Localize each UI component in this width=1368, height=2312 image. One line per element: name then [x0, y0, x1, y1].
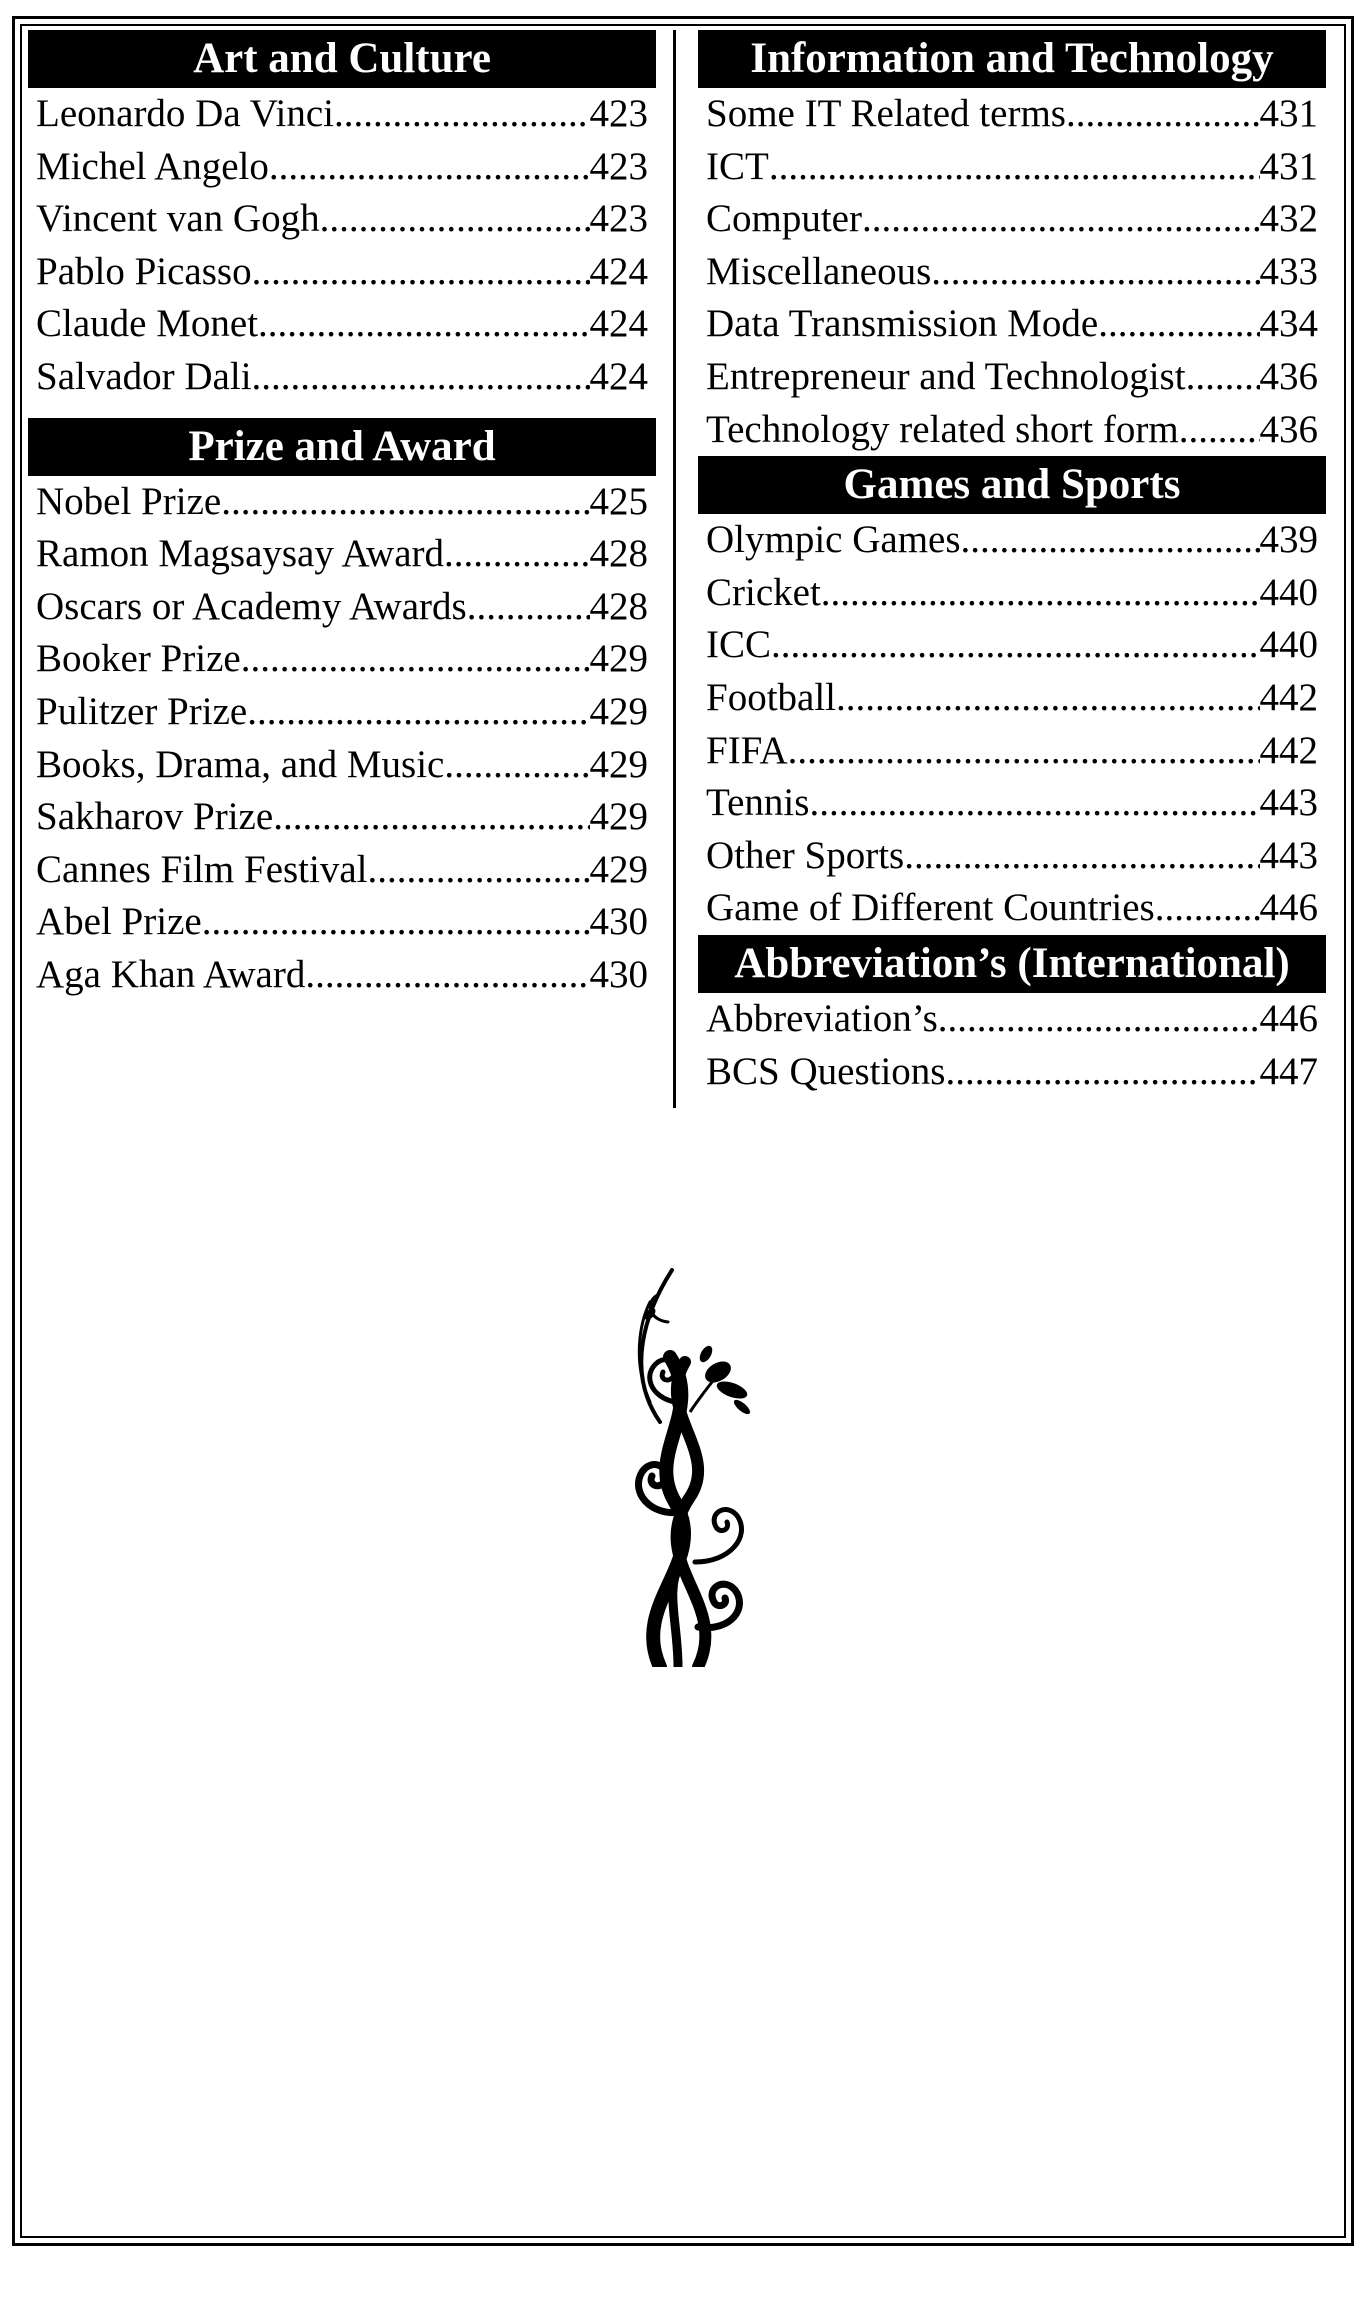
floral-vine-icon — [620, 1262, 760, 1667]
entry-page: 425 — [589, 479, 648, 523]
toc-entry[interactable] — [28, 896, 656, 949]
toc-entry[interactable] — [28, 141, 656, 194]
entry-page: 429 — [589, 637, 648, 681]
toc-entry[interactable] — [28, 686, 656, 739]
dot-leader — [938, 993, 1260, 1046]
entry-page: 447 — [1259, 1049, 1318, 1093]
entry-title: Cricket — [706, 570, 821, 614]
toc-entry[interactable] — [698, 351, 1326, 404]
entry-title: Cannes Film Festival — [36, 847, 368, 891]
dot-leader — [368, 844, 590, 897]
toc-section-prize-award — [28, 418, 656, 1002]
dot-leader — [444, 528, 589, 581]
entry-title: Football — [706, 675, 837, 719]
entry-title: Technology related short form — [706, 407, 1179, 451]
toc-entry[interactable] — [28, 791, 656, 844]
dot-leader — [771, 619, 1259, 672]
dot-leader — [252, 351, 590, 404]
toc-entry[interactable] — [698, 619, 1326, 672]
entry-page: 436 — [1259, 407, 1318, 451]
dot-leader — [1186, 351, 1260, 404]
entry-page: 439 — [1259, 518, 1318, 562]
toc-entry[interactable] — [28, 633, 656, 686]
entry-page: 430 — [589, 900, 648, 944]
entry-title: Vincent van Gogh — [36, 197, 320, 241]
entry-title: Books, Drama, and Music — [36, 742, 445, 786]
entry-title: Data Transmission Mode — [706, 302, 1099, 346]
entry-page: 424 — [589, 302, 648, 346]
toc-entry[interactable] — [28, 949, 656, 1002]
dot-leader — [961, 514, 1260, 567]
entry-page: 431 — [1259, 144, 1318, 188]
toc-entry[interactable] — [698, 672, 1326, 725]
dot-leader — [1155, 882, 1260, 935]
entry-page: 429 — [589, 847, 648, 891]
section-heading: Abbreviation’s (International) — [698, 935, 1326, 993]
entry-page: 428 — [589, 584, 648, 628]
toc-right-column — [698, 30, 1326, 1098]
dot-leader — [1179, 404, 1260, 457]
section-gap — [28, 404, 656, 418]
entry-page: 428 — [589, 532, 648, 576]
dot-leader — [269, 141, 590, 194]
entry-page: 431 — [1259, 92, 1318, 135]
dot-leader — [305, 949, 589, 1002]
toc-entry[interactable] — [28, 88, 656, 141]
section-heading: Prize and Award — [28, 418, 656, 476]
toc-entry[interactable] — [28, 581, 656, 634]
entry-title: ICT — [706, 144, 769, 188]
dot-leader — [221, 476, 589, 529]
toc-entry[interactable] — [698, 514, 1326, 567]
dot-leader — [821, 567, 1260, 620]
column-divider — [673, 30, 676, 1108]
entry-title: Pulitzer Prize — [36, 689, 248, 733]
toc-entry[interactable] — [28, 739, 656, 792]
entry-page: 423 — [589, 197, 648, 241]
entry-title: BCS Questions — [706, 1049, 946, 1093]
toc-entry[interactable] — [698, 830, 1326, 883]
entry-page: 432 — [1259, 197, 1318, 241]
toc-section-abbreviations — [698, 935, 1326, 1098]
entry-title: Pablo Picasso — [36, 249, 252, 293]
entry-title: Tennis — [706, 781, 810, 825]
toc-entry[interactable] — [28, 476, 656, 529]
dot-leader — [931, 246, 1259, 299]
toc-entry[interactable] — [698, 567, 1326, 620]
dot-leader — [258, 298, 589, 351]
toc-entry[interactable] — [28, 193, 656, 246]
dot-leader — [836, 672, 1259, 725]
dot-leader — [904, 830, 1259, 883]
dot-leader — [467, 581, 590, 634]
entry-page: 440 — [1259, 570, 1318, 614]
toc-entry[interactable] — [698, 725, 1326, 778]
entry-page: 423 — [589, 144, 648, 188]
section-heading: Games and Sports — [698, 456, 1326, 514]
entry-title: Game of Different Countries — [706, 886, 1155, 930]
dot-leader — [334, 88, 589, 141]
entry-title: Sakharov Prize — [36, 795, 274, 839]
entry-page: 436 — [1259, 354, 1318, 398]
entry-page: 423 — [589, 92, 648, 135]
entry-title: Ramon Magsaysay Award — [36, 532, 445, 576]
toc-entry[interactable] — [698, 993, 1326, 1046]
toc-section-games-sports — [698, 456, 1326, 935]
dot-leader — [788, 725, 1260, 778]
entry-page: 433 — [1259, 249, 1318, 293]
dot-leader — [320, 193, 590, 246]
toc-entry[interactable] — [698, 193, 1326, 246]
dot-leader — [273, 791, 589, 844]
entry-page: 424 — [589, 249, 648, 293]
entry-title: Other Sports — [706, 833, 905, 877]
dot-leader — [862, 193, 1260, 246]
toc-entry[interactable] — [698, 246, 1326, 299]
dot-leader — [247, 686, 589, 739]
toc-entry[interactable] — [698, 88, 1326, 141]
dot-leader — [1098, 298, 1259, 351]
entry-title: Some IT Related terms — [706, 92, 1066, 135]
entry-page: 442 — [1259, 675, 1318, 719]
entry-title: Aga Khan Award — [36, 952, 306, 996]
dot-leader — [444, 739, 589, 792]
toc-entry[interactable] — [28, 298, 656, 351]
entry-title: Michel Angelo — [36, 144, 269, 188]
dot-leader — [769, 141, 1260, 194]
dot-leader — [1066, 88, 1260, 141]
entry-page: 440 — [1259, 623, 1318, 667]
entry-title: Abel Prize — [36, 900, 202, 944]
entry-title: ICC — [706, 623, 772, 667]
entry-page: 443 — [1259, 833, 1318, 877]
toc-entry[interactable] — [28, 351, 656, 404]
toc-left-column — [28, 30, 656, 1002]
dot-leader — [809, 777, 1259, 830]
entry-title: Abbreviation’s — [706, 996, 938, 1040]
toc-entry[interactable] — [698, 777, 1326, 830]
entry-page: 443 — [1259, 781, 1318, 825]
toc-section-art-culture — [28, 30, 656, 404]
dot-leader — [945, 1046, 1259, 1099]
entry-page: 429 — [589, 742, 648, 786]
toc-entry[interactable] — [698, 882, 1326, 935]
entry-title: Oscars or Academy Awards — [36, 584, 467, 628]
entry-title: Salvador Dali — [36, 354, 252, 398]
entry-page: 429 — [589, 689, 648, 733]
entry-page: 434 — [1259, 302, 1318, 346]
toc-entry[interactable] — [698, 141, 1326, 194]
entry-title: FIFA — [706, 728, 788, 772]
section-heading: Information and Technology — [698, 30, 1326, 88]
toc-entry[interactable] — [698, 404, 1326, 457]
dot-leader — [202, 896, 590, 949]
entry-page: 429 — [589, 795, 648, 839]
entry-title: Entrepreneur and Technologist — [706, 354, 1186, 398]
entry-title: Leonardo Da Vinci — [36, 92, 335, 135]
toc-entry[interactable] — [28, 528, 656, 581]
toc-section-information-technology — [698, 30, 1326, 456]
entry-title: Olympic Games — [706, 518, 961, 562]
entry-title: Booker Prize — [36, 637, 241, 681]
toc-entry[interactable] — [698, 1046, 1326, 1099]
dot-leader — [241, 633, 590, 686]
entry-title: Miscellaneous — [706, 249, 932, 293]
entry-page: 446 — [1259, 886, 1318, 930]
entry-title: Computer — [706, 197, 862, 241]
entry-page: 430 — [589, 952, 648, 996]
entry-page: 446 — [1259, 996, 1318, 1040]
toc-entry[interactable] — [698, 298, 1326, 351]
section-heading: Art and Culture — [28, 30, 656, 88]
toc-entry[interactable] — [28, 246, 656, 299]
entry-page: 442 — [1259, 728, 1318, 772]
toc-entry[interactable] — [28, 844, 656, 897]
entry-title: Claude Monet — [36, 302, 259, 346]
entry-page: 424 — [589, 354, 648, 398]
dot-leader — [252, 246, 590, 299]
entry-title: Nobel Prize — [36, 479, 222, 523]
